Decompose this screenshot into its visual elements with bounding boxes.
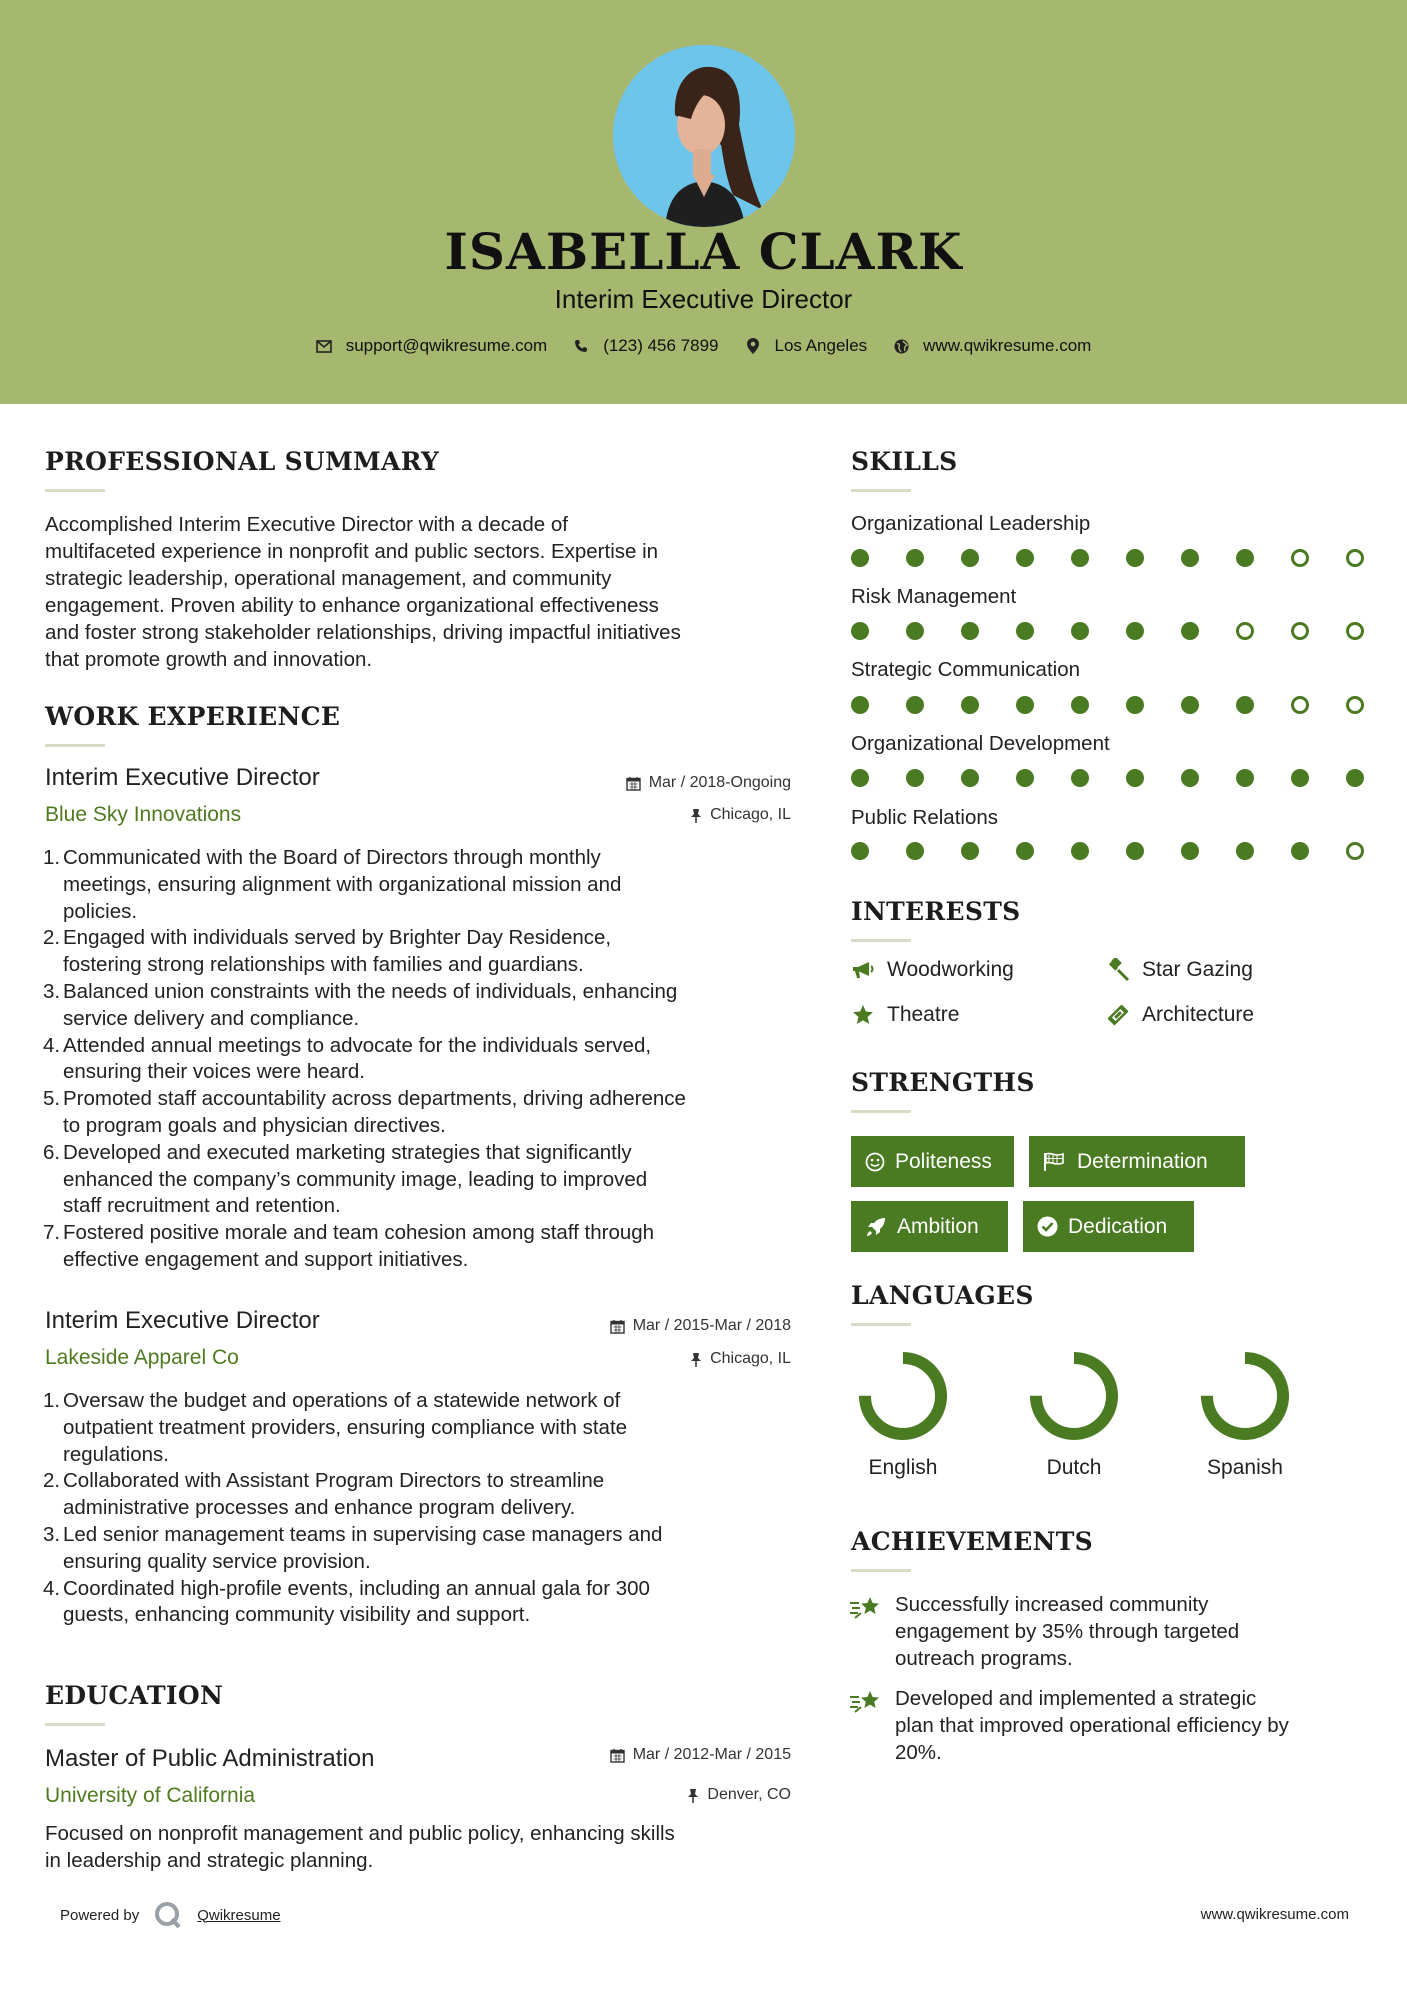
skill-dot-filled — [1181, 696, 1199, 714]
skill-dot-filled — [851, 769, 869, 787]
skill-dot-empty — [1346, 622, 1364, 640]
skill-dot-filled — [1126, 549, 1144, 567]
skill-dot-empty — [1291, 622, 1309, 640]
strength-badge: Determination — [1029, 1136, 1245, 1187]
qwikresume-logo-icon — [153, 1900, 183, 1930]
candidate-name: ISABELLA CLARK — [444, 222, 963, 281]
profile-photo — [613, 45, 795, 227]
megaphone-icon — [851, 958, 875, 982]
company-name: Lakeside Apparel Co — [45, 1346, 239, 1369]
interests-rule — [851, 939, 911, 942]
summary-heading: PROFESSIONAL SUMMARY — [45, 447, 440, 476]
strength-badge: Ambition — [851, 1201, 1008, 1252]
skill-dot-filled — [851, 696, 869, 714]
education-description: Focused on nonprofit management and public policy, enhancing skills in leadership and strategic planning. — [45, 1822, 675, 1872]
footer-powered-by — [60, 1900, 281, 1930]
skill-dot-filled — [1181, 769, 1199, 787]
flag-icon — [1043, 1152, 1067, 1172]
map-pin-icon — [745, 338, 761, 354]
summary-line: Accomplished Interim Executive Director with a decade of — [45, 513, 568, 536]
job-dates-text: Mar / 2018-Ongoing — [648, 774, 791, 791]
contact-website[interactable] — [893, 336, 1091, 356]
summary-text — [45, 511, 805, 673]
contact-email-text: support@qwikresume.com — [345, 336, 548, 355]
strength-badge: Politeness — [851, 1136, 1014, 1187]
language-item — [1185, 1350, 1305, 1480]
skill-dot-filled — [1236, 549, 1254, 567]
skill-dot-filled — [1181, 622, 1199, 640]
summary-line: engagement. Proven ability to enhance organizational effectiveness — [45, 594, 659, 617]
languages-heading: LANGUAGES — [851, 1281, 1034, 1310]
list-item: 4. Attended annual meetings to advocate for the individuals served, ensuring their voices were heard. — [43, 1033, 652, 1084]
list-item: 7. Fostered positive morale and team cohesion among staff through effective engagement and support initiatives. — [43, 1221, 655, 1271]
rocket-icon — [865, 1216, 887, 1238]
interests-heading: INTERESTS — [851, 897, 1021, 926]
interest-item: Architecture — [1106, 1003, 1254, 1027]
contact-location-text: Los Angeles — [774, 336, 868, 355]
powered-by-label: Powered by — [60, 1906, 140, 1924]
skill-dot-empty — [1291, 549, 1309, 567]
skill-dot-filled — [961, 842, 979, 860]
strengths-rule — [851, 1110, 911, 1113]
skill-dot-empty — [1346, 696, 1364, 714]
skill-dot-filled — [961, 549, 979, 567]
skill-dot-filled — [961, 622, 979, 640]
job-bullets — [45, 1388, 805, 1629]
job-dates-text: Mar / 2015-Mar / 2018 — [632, 1317, 791, 1334]
contact-phone-text: (123) 456 7899 — [603, 336, 719, 355]
check-circle-icon — [1037, 1216, 1058, 1237]
job-bullets — [45, 845, 805, 1274]
summary-line: and foster strong stakeholder relationships, driving impactful initiatives — [45, 621, 681, 644]
experience-heading: WORK EXPERIENCE — [45, 702, 341, 731]
skill-dot-filled — [1126, 842, 1144, 860]
pushpin-icon — [690, 1352, 702, 1367]
envelope-icon — [316, 338, 332, 354]
skill-dot-empty — [1346, 842, 1364, 860]
strengths-heading: STRENGTHS — [851, 1068, 1035, 1097]
skill-dot-filled — [906, 622, 924, 640]
resume-header — [0, 0, 1407, 404]
skill-dot-filled — [1291, 842, 1309, 860]
list-item: 6. Developed and executed marketing strategies that significantly enhanced the company’s community image, leading to improved staff recruitment and retention. — [43, 1140, 648, 1218]
brand-link[interactable]: Qwikresume — [197, 1906, 281, 1924]
skill-rating — [851, 696, 1371, 716]
skill-dot-filled — [1291, 769, 1309, 787]
language-gauge — [1028, 1350, 1120, 1442]
skill-name: Risk Management — [851, 585, 1017, 608]
shooting-star-icon — [849, 1687, 885, 1717]
calendar-icon — [610, 1748, 625, 1763]
strength-badge: Dedication — [1023, 1201, 1194, 1252]
contact-bar — [0, 336, 1407, 356]
education-rule — [45, 1723, 105, 1726]
language-item — [843, 1350, 963, 1480]
skill-dot-filled — [1126, 622, 1144, 640]
contact-email[interactable] — [316, 336, 548, 356]
summary-line: multifaceted experience in nonprofit and public sectors. Expertise in — [45, 540, 659, 563]
skill-dot-filled — [1016, 769, 1034, 787]
contact-location — [745, 336, 868, 356]
list-item: 5. Promoted staff accountability across departments, driving adherence to program goals and physician directives. — [43, 1087, 686, 1137]
skill-dot-filled — [1071, 769, 1089, 787]
job-dates — [500, 774, 791, 792]
skill-name: Public Relations — [851, 806, 998, 829]
language-gauge-arc — [865, 1358, 941, 1434]
job-location-text: Chicago, IL — [710, 806, 791, 823]
star-icon — [851, 1003, 875, 1027]
list-item: 1. Communicated with the Board of Directors through monthly meetings, ensuring alignment with organizational mission and policies. — [43, 846, 622, 923]
skill-dot-filled — [1181, 842, 1199, 860]
job-title: Interim Executive Director — [45, 1307, 320, 1334]
interest-item: Theatre — [851, 1003, 959, 1027]
pushpin-icon — [690, 808, 702, 823]
education-location-text: Denver, CO — [707, 1786, 791, 1803]
smile-icon — [865, 1152, 885, 1172]
skill-name: Strategic Communication — [851, 658, 1081, 681]
education-dates-text: Mar / 2012-Mar / 2015 — [632, 1746, 791, 1763]
interest-item: Star Gazing — [1106, 958, 1253, 982]
job-dates — [500, 1317, 791, 1335]
skill-dot-filled — [961, 769, 979, 787]
pushpin-icon — [687, 1788, 699, 1803]
job-location-text: Chicago, IL — [710, 1350, 791, 1367]
skill-dot-filled — [1346, 769, 1364, 787]
skill-name: Organizational Development — [851, 732, 1110, 755]
interest-item: Woodworking — [851, 958, 1014, 982]
gavel-icon — [1106, 958, 1130, 982]
skill-dot-empty — [1291, 696, 1309, 714]
list-item: 1. Oversaw the budget and operations of a statewide network of outpatient treatment providers, ensuring compliance with state regulations. — [43, 1389, 628, 1466]
skill-dot-filled — [1016, 622, 1034, 640]
calendar-icon — [610, 1319, 625, 1334]
calendar-icon — [626, 776, 641, 791]
skill-rating — [851, 622, 1371, 642]
shooting-star-icon — [849, 1593, 885, 1623]
company-name: Blue Sky Innovations — [45, 803, 242, 826]
contact-website-text: www.qwikresume.com — [923, 336, 1092, 355]
skill-dot-filled — [1236, 769, 1254, 787]
achievement-item: Successfully increased community engagement by 35% through targeted outreach programs. — [849, 1591, 1369, 1672]
skill-dot-filled — [1016, 842, 1034, 860]
skill-dot-empty — [1346, 549, 1364, 567]
skill-dot-filled — [1071, 622, 1089, 640]
skill-dot-filled — [906, 842, 924, 860]
skill-dot-empty — [1236, 622, 1254, 640]
language-gauge — [857, 1350, 949, 1442]
language-name: Dutch — [1046, 1456, 1102, 1479]
list-item: 4. Coordinated high-profile events, including an annual gala for 300 guests, enhancing community visibility and support. — [43, 1576, 650, 1627]
language-name: Spanish — [1207, 1456, 1283, 1479]
skill-dot-filled — [961, 696, 979, 714]
achievements-rule — [851, 1569, 911, 1572]
list-item: 2. Engaged with individuals served by Brighter Day Residence, fostering strong relationships with families and guardians. — [43, 926, 612, 977]
education-dates — [500, 1746, 791, 1764]
skill-dot-filled — [1181, 549, 1199, 567]
skill-name: Organizational Leadership — [851, 512, 1091, 535]
skills-rule — [851, 489, 911, 492]
skill-dot-filled — [1236, 696, 1254, 714]
skill-dot-filled — [1016, 696, 1034, 714]
skill-dot-filled — [1126, 769, 1144, 787]
degree-title: Master of Public Administration — [45, 1745, 375, 1772]
skill-dot-filled — [851, 549, 869, 567]
skill-dot-filled — [1236, 842, 1254, 860]
skill-dot-filled — [1071, 842, 1089, 860]
list-item: 3. Led senior management teams in supervising case managers and ensuring quality service provision. — [43, 1522, 663, 1573]
list-item: 2. Collaborated with Assistant Program Directors to streamline administrative processes and enhance program delivery. — [43, 1469, 605, 1520]
job-title: Interim Executive Director — [45, 764, 320, 791]
language-gauge-arc — [1207, 1358, 1283, 1434]
summary-line: strategic leadership, operational management, and community — [45, 567, 612, 590]
footer-site-link[interactable]: www.qwikresume.com — [1200, 1906, 1349, 1923]
phone-icon — [573, 338, 589, 354]
language-gauge-arc — [1036, 1358, 1112, 1434]
education-location — [500, 1786, 791, 1804]
job-location — [500, 1350, 791, 1368]
globe-icon — [893, 338, 909, 354]
skill-rating — [851, 549, 1371, 569]
list-item: 3. Balanced union constraints with the needs of individuals, enhancing service delivery and compliance. — [43, 979, 678, 1030]
job-location — [500, 806, 791, 824]
languages-rule — [851, 1323, 911, 1326]
summary-rule — [45, 489, 105, 492]
skill-dot-filled — [851, 622, 869, 640]
skill-dot-filled — [1071, 696, 1089, 714]
skill-dot-filled — [906, 549, 924, 567]
skills-heading: SKILLS — [851, 447, 958, 476]
language-name: English — [868, 1456, 938, 1479]
skill-dot-filled — [851, 842, 869, 860]
skill-dot-filled — [906, 769, 924, 787]
skill-dot-filled — [1071, 549, 1089, 567]
language-gauge — [1199, 1350, 1291, 1442]
skill-dot-filled — [1126, 696, 1144, 714]
achievement-item: Developed and implemented a strategic plan that improved operational efficiency by 20%. — [849, 1685, 1369, 1766]
skill-dot-filled — [1016, 549, 1034, 567]
summary-line: that promote growth and innovation. — [45, 648, 373, 671]
ticket-icon — [1106, 1003, 1130, 1027]
skill-rating — [851, 769, 1371, 789]
candidate-title: Interim Executive Director — [554, 284, 853, 314]
school-name: University of California — [45, 1784, 256, 1807]
skill-rating — [851, 842, 1371, 862]
experience-rule — [45, 744, 105, 747]
achievements-heading: ACHIEVEMENTS — [851, 1527, 1093, 1556]
language-item — [1014, 1350, 1134, 1480]
skill-dot-filled — [906, 696, 924, 714]
education-heading: EDUCATION — [45, 1681, 224, 1710]
contact-phone[interactable] — [573, 336, 718, 356]
